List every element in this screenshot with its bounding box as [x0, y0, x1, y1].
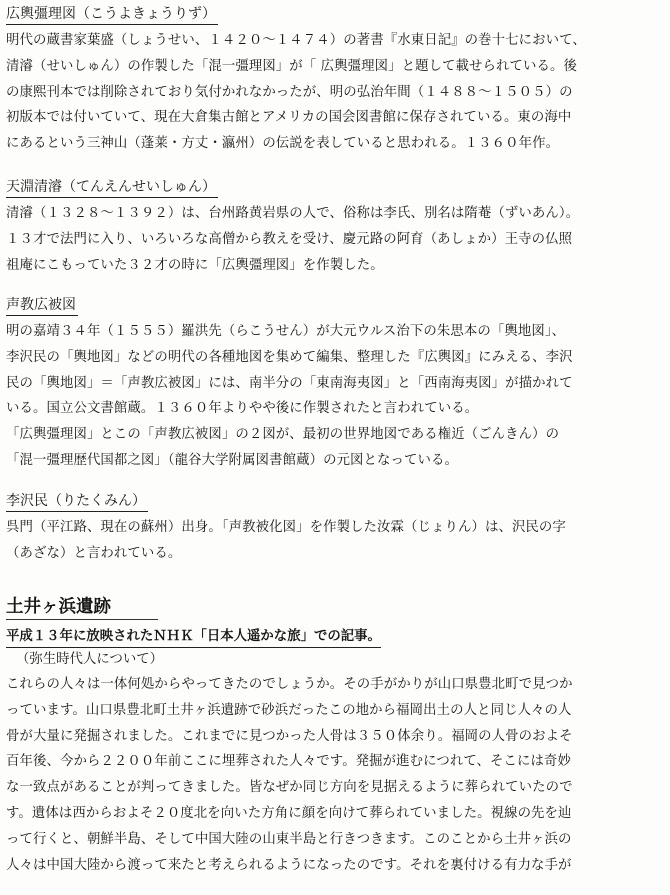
- text-line: 民の「輿地図」＝「声教広被図」には、南半分の「東南海夷図」と「西南海夷図」が描かれて: [6, 375, 573, 391]
- section-heading: 天淵清濬（てんえんせいしゅん）: [6, 177, 218, 198]
- text-line: １３才で法門に入り、いろいろな高僧から教えを受け、慶元路の阿育（あしょか）王寺の仏照: [6, 231, 573, 247]
- text-line: 「混一彊理歴代国都之図」（龍谷大学附属図書館蔵）の元図となっている。: [6, 452, 458, 468]
- title-underline: [6, 619, 158, 620]
- section-ri-takumin: [6, 490, 666, 567]
- text-line: な一致点があることが判ってきました。皆なぜか同じ方向を見据えるように葬られていたので: [6, 780, 573, 796]
- text-line: す。遺体は西からおよそ２０度北を向いた方角に顔を向けて葬られていました。視線の先を辿: [6, 805, 572, 821]
- text-line: 「広輿彊理図」とこの「声教広被図」の２図が、最初の世界地図である権近（ごんきん）の: [6, 427, 560, 443]
- section-tenen-seishun: [6, 176, 666, 278]
- text-line: って行くと、朝鮮半島、そして中国大陸の山東半島と行きつきます。このことから土井ヶ浜の: [6, 831, 572, 847]
- text-line: これらの人々は一体何処からやってきたのでしょうか。その手がかりが山口県豊北町で見つか: [6, 677, 573, 692]
- text-line: の康熙刊本では削除されており気付かれなかったが、明の弘治年間（１４８８～１５０５）の: [6, 84, 573, 100]
- text-line: 百年後、今から２２００年前ここに埋葬された人々です。発掘が進むにつれて、そこには奇妙: [6, 754, 571, 770]
- text-line: 清濬（せいしゅん）の作製した「混一彊理図」が「 広輿彊理図」と題して載せられている。後: [6, 58, 577, 74]
- section-heading: 広輿彊理図（こうよきょうりず）: [6, 4, 218, 25]
- doigahama-note: （弥生時代人について）: [16, 652, 164, 667]
- section-seikyou-kouhi-zu: [6, 294, 666, 474]
- text-line: （あざな）と言われている。: [6, 545, 182, 561]
- text-line: 祖庵にこもっていた３２才の時に「広輿彊理図」を作製した。: [6, 257, 384, 273]
- text-line: 初版本では付いていて、現在大倉集古館とアメリカの国会図書館に保存されている。東の海中: [6, 110, 572, 126]
- text-line: っています。山口県豊北町土井ヶ浜遺跡で砂浜だったこの地から福岡出土の人と同じ人々の人: [6, 702, 572, 718]
- section-kouyo-kyouri-zu: [6, 3, 666, 157]
- text-line: 呉門（平江路、現在の蘇州）出身。「声教被化図」を作製した汝霖（じょりん）は、沢民の字: [6, 520, 566, 535]
- section-heading: 李沢民（りたくみん）: [6, 491, 148, 512]
- text-line: 清濬（１３２８～１３９２）は、台州路黄岩県の人で、俗称は李氏、別名は隋菴（ずいあん）。: [6, 206, 580, 221]
- text-line: 明の嘉靖３４年（１５５５）羅洪先（らこうせん）が大元ウルス治下の朱思本の「輿地図」、: [6, 324, 566, 339]
- section-heading: 声教広被図: [6, 295, 78, 316]
- text-line: いる。国立公文書館蔵。１３６０年よりやや後に作製されたと言われている。: [6, 401, 479, 417]
- text-line: 李沢民の「輿地図」などの明代の各種地図を集めて編集、整理した『広輿図』にみえる、李沢: [6, 349, 573, 365]
- doigahama-subtitle: 平成１３年に放映されたＮＨＫ「日本人遥かな旅」での記事。: [6, 627, 381, 648]
- text-line: 人々は中国大陸から渡って来たと考えられるようになったのです。それを裏付ける有力な手が: [6, 857, 572, 873]
- doigahama-title: 土井ヶ浜遺跡: [6, 597, 111, 617]
- section-doigahama: [6, 596, 666, 878]
- text-line: にあるという三神山（蓬莱・方丈・瀛州）の伝説を表していると思われる。１３６０年作。: [6, 136, 560, 152]
- text-line: 骨が大量に発掘されました。これまでに見つかった人骨は３５０体余り。福岡の人骨のおよそ: [6, 728, 573, 744]
- text-line: 明代の蔵書家葉盛（しょうせい、１４２０～１４７４）の著書『水東日記』の巻十七において、: [6, 33, 586, 48]
